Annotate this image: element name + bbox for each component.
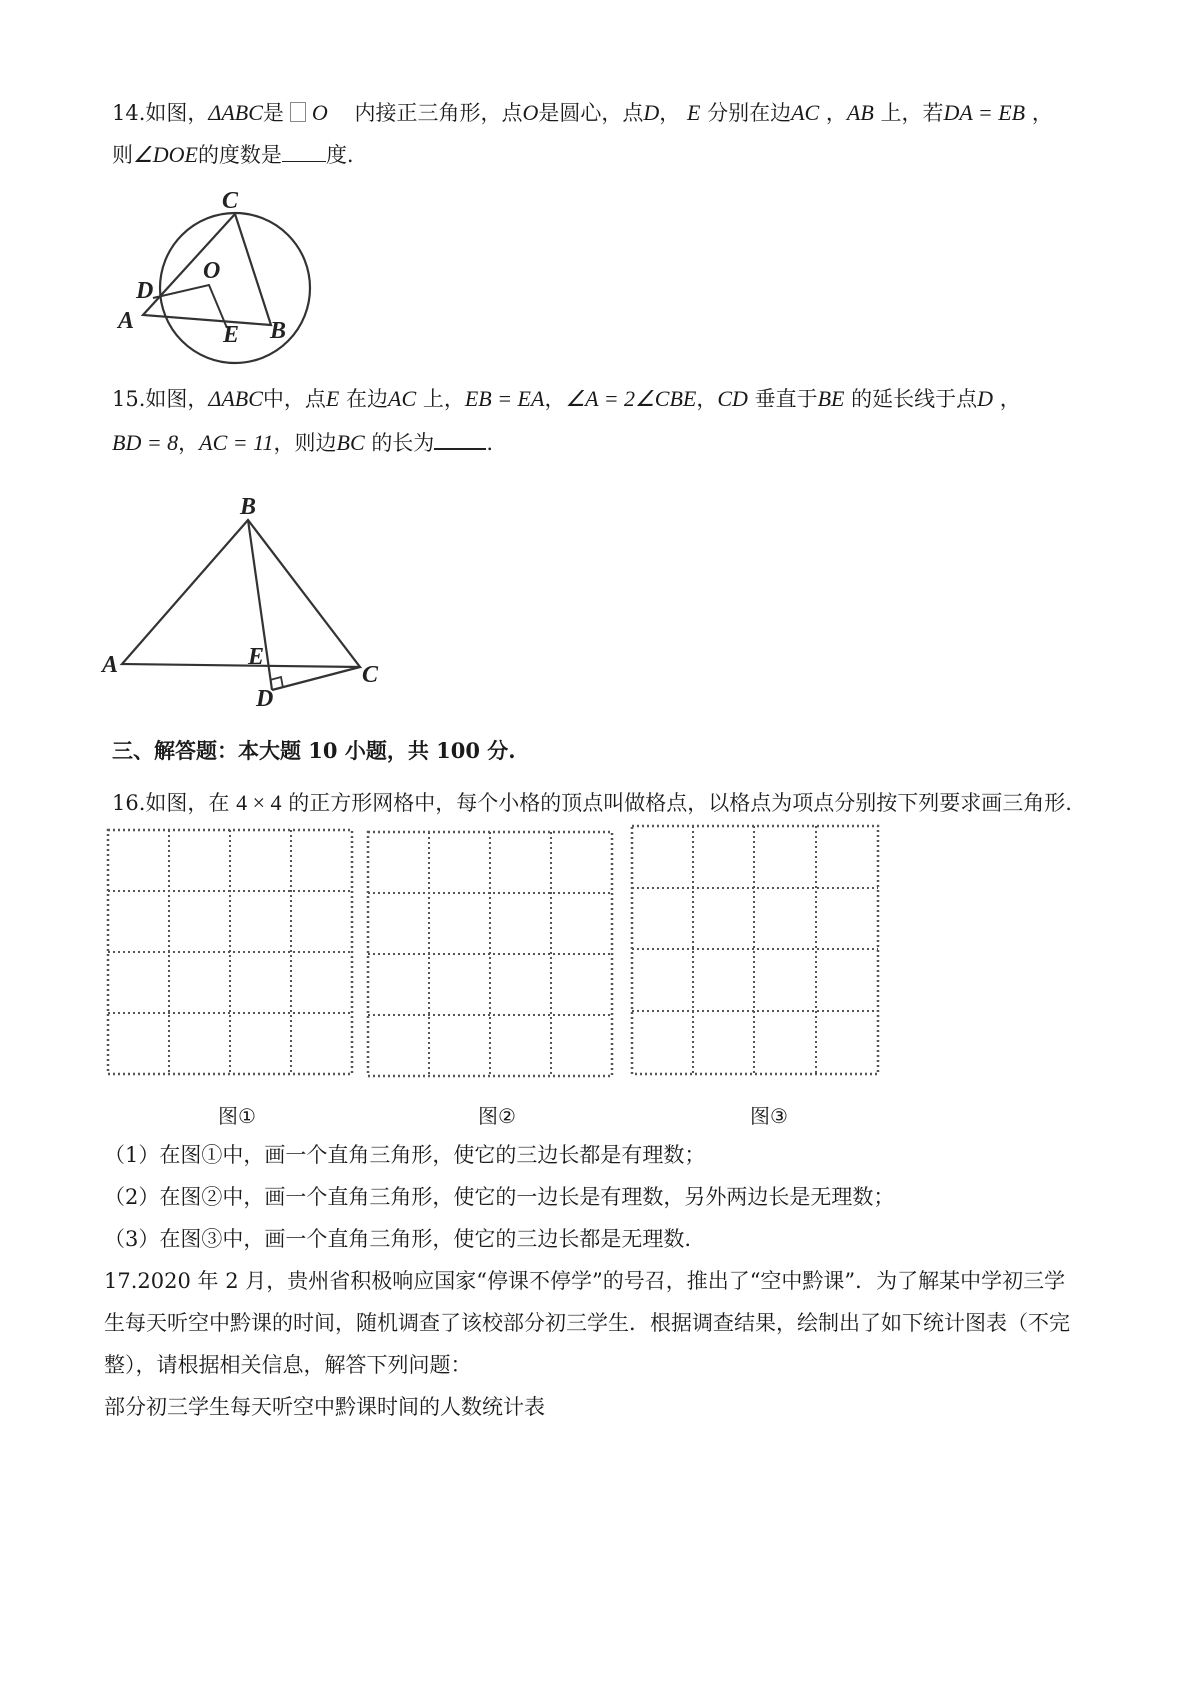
text: 的正方形网格中，每个小格的顶点叫做格点，以格点为项点分别按下列要求画三角形. [288,791,1072,815]
text: 上， [422,387,465,411]
text: ，则边 [273,431,337,455]
answer-blank [282,161,326,162]
math: AC [791,100,820,125]
q14-line1 [112,98,1053,128]
segment-cd [272,667,360,690]
math: AC = 11 [199,430,274,455]
math: AB [846,100,874,125]
math: AC [388,386,417,411]
text: 16.如图，在 [112,791,230,815]
math: E [325,386,340,411]
math: ∠A = 2∠CBE [565,386,697,411]
label-o: O [203,258,221,284]
q16-intro [112,788,1072,818]
label-a: A [102,652,119,678]
label-e: E [248,644,265,670]
grid-label-3: 图③ [750,1104,788,1128]
text: 分别在边 [707,101,792,125]
text: ， [178,431,200,455]
math: ∠DOE [133,142,198,167]
grid-figure-1 [106,828,356,1080]
text: ， [659,101,681,125]
label-c: C [222,190,239,214]
text: 在边 [346,387,389,411]
math: O [522,100,539,125]
q17-table-caption: 部分初三学生每天听空中黔课时间的人数统计表 [104,1395,545,1419]
math: ΔABC [208,386,263,411]
math: BD = 8 [112,430,179,455]
grid-figure-2 [366,830,616,1082]
math: CD [717,386,748,411]
label-a: A [118,308,135,334]
text: 15.如图， [112,387,209,411]
text: 则 [112,143,133,167]
label-c: C [362,662,379,688]
math: 4 × 4 [236,790,282,815]
q15-line2 [112,428,493,458]
q15-figure-triangle [100,492,400,722]
text: 是圆心，点 [538,101,644,125]
label-b: B [270,318,287,344]
grid-figure-3 [630,824,882,1080]
label-d: D [256,686,274,712]
label-e: E [223,322,240,348]
math: DA = EB [943,100,1026,125]
math: O [311,100,328,125]
text: 内接正三角形，点 [354,101,523,125]
q14-line2 [112,140,354,170]
answer-blank [434,448,486,450]
text: ， [696,387,718,411]
text: 的长为 [371,431,435,455]
text: 上，若 [880,101,944,125]
label-b: B [240,494,257,520]
text: 是 [262,101,284,125]
text: 度. [325,143,354,167]
text: 垂直于 [754,387,818,411]
q17-line-2: 生每天听空中黔课的时间，随机调查了该校部分初三学生．根据调查结果，绘制出了如下统计图表（不完 [104,1311,1070,1335]
q16-item-3: （3）在图③中，画一个直角三角形，使它的三边长都是无理数. [104,1227,692,1251]
text: ， [999,387,1021,411]
math: D [643,100,660,125]
math: BC [336,430,365,455]
text: 中，点 [262,387,326,411]
q15-line1 [112,384,1021,414]
text: 的度数是 [197,143,282,167]
math: D [977,386,994,411]
q17-line-1: 17.2020 年 2 月，贵州省积极响应国家“停课不停学”的号召，推出了“空中黔课”．为了解某中学初三学 [104,1269,1066,1293]
text: 14.如图， [112,101,209,125]
math: E [686,100,701,125]
label-d: D [136,278,154,304]
grid-label-1: 图① [218,1104,256,1128]
text: ， [544,387,566,411]
triangle-abc [122,520,360,667]
text: 的延长线于点 [851,387,978,411]
math: BE [817,386,845,411]
math: EB = EA [464,386,545,411]
math: ΔABC [208,100,263,125]
text: . [486,431,493,455]
section-heading: 三、解答题：本大题 10 小题，共 100 分. [112,738,516,763]
text: ， [1031,101,1053,125]
q14-figure-circle-triangle [110,190,320,370]
missing-symbol-icon [290,102,306,122]
q17-line-3: 整），请根据相关信息，解答下列问题： [104,1353,472,1377]
text: ， [825,101,847,125]
q16-item-2: （2）在图②中，画一个直角三角形，使它的一边长是有理数，另外两边长是无理数； [104,1185,895,1209]
grid-label-2: 图② [478,1104,516,1128]
q16-item-1: （1）在图①中，画一个直角三角形，使它的三边长都是有理数； [104,1143,706,1167]
